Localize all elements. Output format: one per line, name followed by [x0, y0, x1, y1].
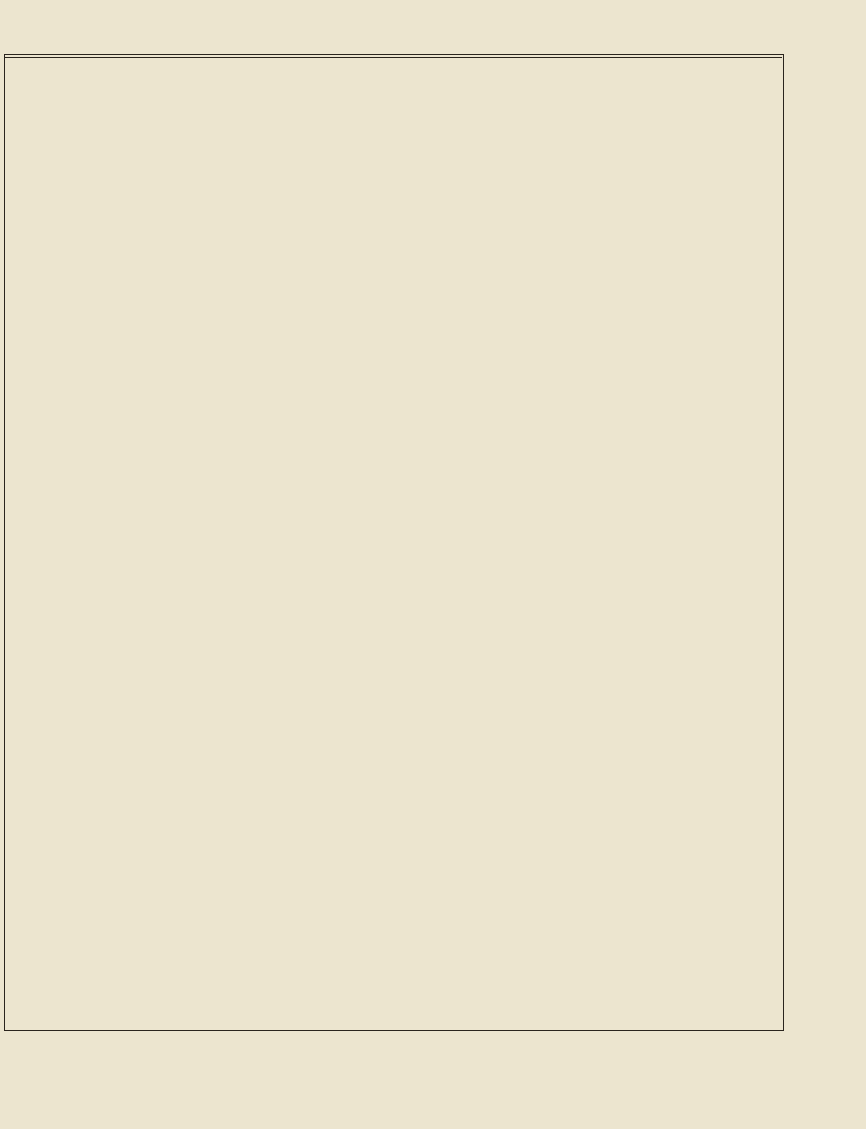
table-frame [4, 54, 784, 1031]
table-frame-inner-rule [4, 57, 782, 58]
page-header [6, 18, 764, 44]
